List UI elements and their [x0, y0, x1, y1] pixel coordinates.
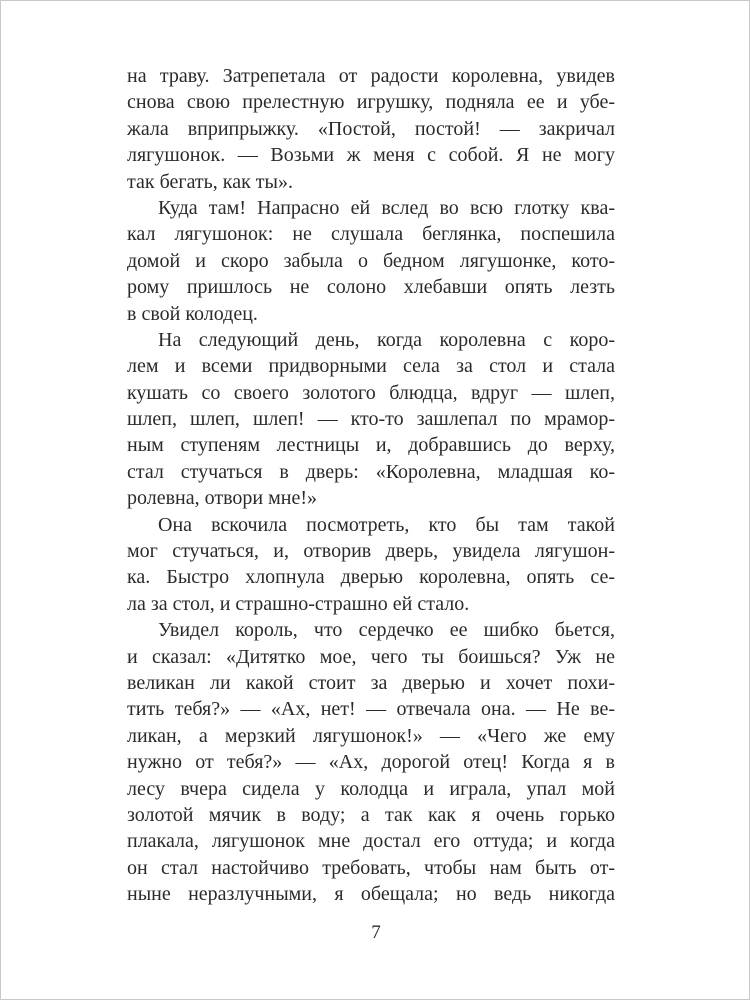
- text-line: в свой колодец.: [127, 302, 258, 325]
- text-line: кушать со своего золотого блюдца, вдруг — шлеп,: [127, 381, 615, 404]
- text-line: великан ли какой стоит за дверью и хочет похи-: [127, 671, 615, 694]
- text-line: шлеп, шлеп, шлеп! — кто-то зашлепал по мрамор-: [127, 408, 615, 431]
- text-line: лесу вчера сидела у колодца и играла, упал мой: [127, 777, 615, 800]
- page-number: 7: [371, 922, 381, 943]
- text-line: ликан, а мерзкий лягушонок!» — «Чего же ему: [127, 724, 615, 747]
- text-column: [127, 63, 615, 908]
- text-line: ка. Быстро хлопнула дверью королевна, опять се-: [127, 566, 615, 589]
- text-line: жала вприпрыжку. «Постой, постой! — закричал: [127, 117, 615, 140]
- text-line: так бегать, как ты».: [127, 170, 293, 193]
- text-line: ролевна, отвори мне!»: [127, 487, 317, 510]
- text-line: нужно от тебя?» — «Ах, дорогой отец! Когда я в: [127, 751, 615, 774]
- text-line: снова свою прелестную игрушку, подняла ее и убе-: [127, 91, 615, 114]
- text-line: плакала, лягушонок мне достал его оттуда; и когда: [127, 830, 615, 853]
- text-line: Увидел король, что сердечко ее шибко бьется,: [158, 619, 615, 642]
- text-line: ла за стол, и страшно-страшно ей стало.: [127, 592, 470, 615]
- text-line: кал лягушонок: не слушала беглянка, поспешила: [127, 223, 615, 246]
- text-line: рому пришлось не солоно хлебавши опять лезть: [127, 276, 615, 299]
- text-line: стал стучаться в дверь: «Королевна, младшая ко-: [127, 460, 615, 483]
- paragraph-5: [127, 617, 615, 907]
- text-line: Куда там! Напрасно ей вслед во всю глотку ква-: [158, 196, 615, 219]
- text-line: тить тебя?» — «Ах, нет! — отвечала она. — Не ве-: [127, 698, 615, 721]
- paragraph-1: [127, 63, 615, 195]
- paragraph-4: [127, 512, 615, 618]
- text-line: ным ступеням лестницы и, добравшись до верху,: [127, 434, 615, 457]
- text-line: на траву. Затрепетала от радости королевна, увидев: [127, 65, 615, 87]
- text-line: На следующий день, когда королевна с коро-: [158, 328, 615, 351]
- text-line: лем и всеми придворными села за стол и стала: [127, 355, 615, 378]
- paragraph-3: [127, 327, 615, 512]
- text-line: он стал настойчиво требовать, чтобы нам быть от-: [127, 856, 615, 879]
- text-line: золотой мячик в воду; а так как я очень горько: [127, 803, 615, 826]
- text-line: домой и скоро забыла о бедном лягушонке, кото-: [127, 249, 615, 272]
- text-line: Она вскочила посмотреть, кто бы там такой: [158, 513, 615, 536]
- paragraph-2: [127, 195, 615, 327]
- text-line: и сказал: «Дитятко мое, чего ты боишься? Уж не: [127, 645, 615, 668]
- text-line: лягушонок. — Возьми ж меня с собой. Я не могу: [127, 144, 615, 167]
- text-line: ныне неразлучными, я обещала; но ведь никогда: [127, 883, 615, 906]
- text-line: мог стучаться, и, отворив дверь, увидела лягушон-: [127, 540, 615, 563]
